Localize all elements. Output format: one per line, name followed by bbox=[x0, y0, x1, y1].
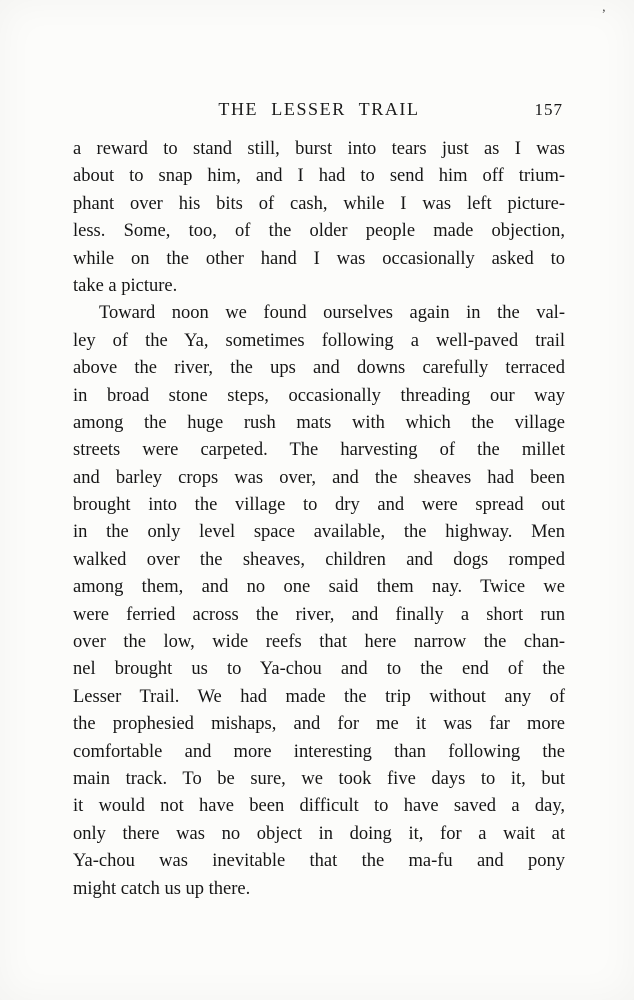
text-line: the prophesied mishaps, and for me it was far more bbox=[73, 714, 565, 735]
text-line: streets were carpeted. The harvesting of the millet bbox=[73, 440, 565, 461]
text-line: a reward to stand still, burst into tears just as I was bbox=[73, 139, 565, 159]
text-line: Toward noon we found ourselves again in the val- bbox=[99, 303, 565, 324]
text-line: were ferried across the river, and finally a short run bbox=[73, 604, 565, 625]
text-line: ley of the Ya, sometimes following a well-paved trail bbox=[73, 330, 565, 351]
page-number: 157 bbox=[534, 100, 563, 119]
text-line: over the low, wide reefs that here narrow the chan- bbox=[73, 632, 565, 653]
text-line: phant over his bits of cash, while I was left picture- bbox=[73, 193, 565, 214]
text-line: comfortable and more interesting than following the bbox=[73, 741, 565, 762]
page-body bbox=[73, 136, 565, 903]
text-line: Ya-chou was inevitable that the ma-fu and pony bbox=[73, 851, 565, 872]
text-line: among the huge rush mats with which the village bbox=[73, 412, 565, 433]
text-line: about to snap him, and I had to send him off trium- bbox=[73, 166, 565, 187]
text-line: nel brought us to Ya-chou and to the end of the bbox=[73, 659, 565, 680]
text-line: above the river, the ups and downs carefully terraced bbox=[73, 358, 565, 379]
text-line: among them, and no one said them nay. Twice we bbox=[73, 577, 565, 598]
chapter-title: THE LESSER TRAIL bbox=[218, 99, 420, 119]
running-header bbox=[73, 99, 565, 125]
text-line: walked over the sheaves, children and dogs romped bbox=[73, 549, 565, 570]
text-line: in the only level space available, the highway. Men bbox=[73, 522, 565, 543]
text-line: Lesser Trail. We had made the trip without any of bbox=[73, 686, 565, 707]
text-line: in broad stone steps, occasionally threading our way bbox=[73, 385, 565, 406]
text-line: main track. To be sure, we took five days to it, but bbox=[73, 768, 565, 789]
text-line: less. Some, too, of the older people made objection, bbox=[73, 221, 565, 242]
text-line: while on the other hand I was occasionally asked to bbox=[73, 248, 565, 269]
text-line: brought into the village to dry and were spread out bbox=[73, 495, 565, 516]
scan-artifact: ’ bbox=[601, 6, 606, 21]
text-line: it would not have been difficult to have saved a day, bbox=[73, 796, 565, 817]
text-line: take a picture. bbox=[73, 275, 178, 296]
text-line: might catch us up there. bbox=[73, 878, 251, 899]
text-line: only there was no object in doing it, for a wait at bbox=[73, 823, 565, 844]
text-line: and barley crops was over, and the sheaves had been bbox=[73, 467, 565, 488]
